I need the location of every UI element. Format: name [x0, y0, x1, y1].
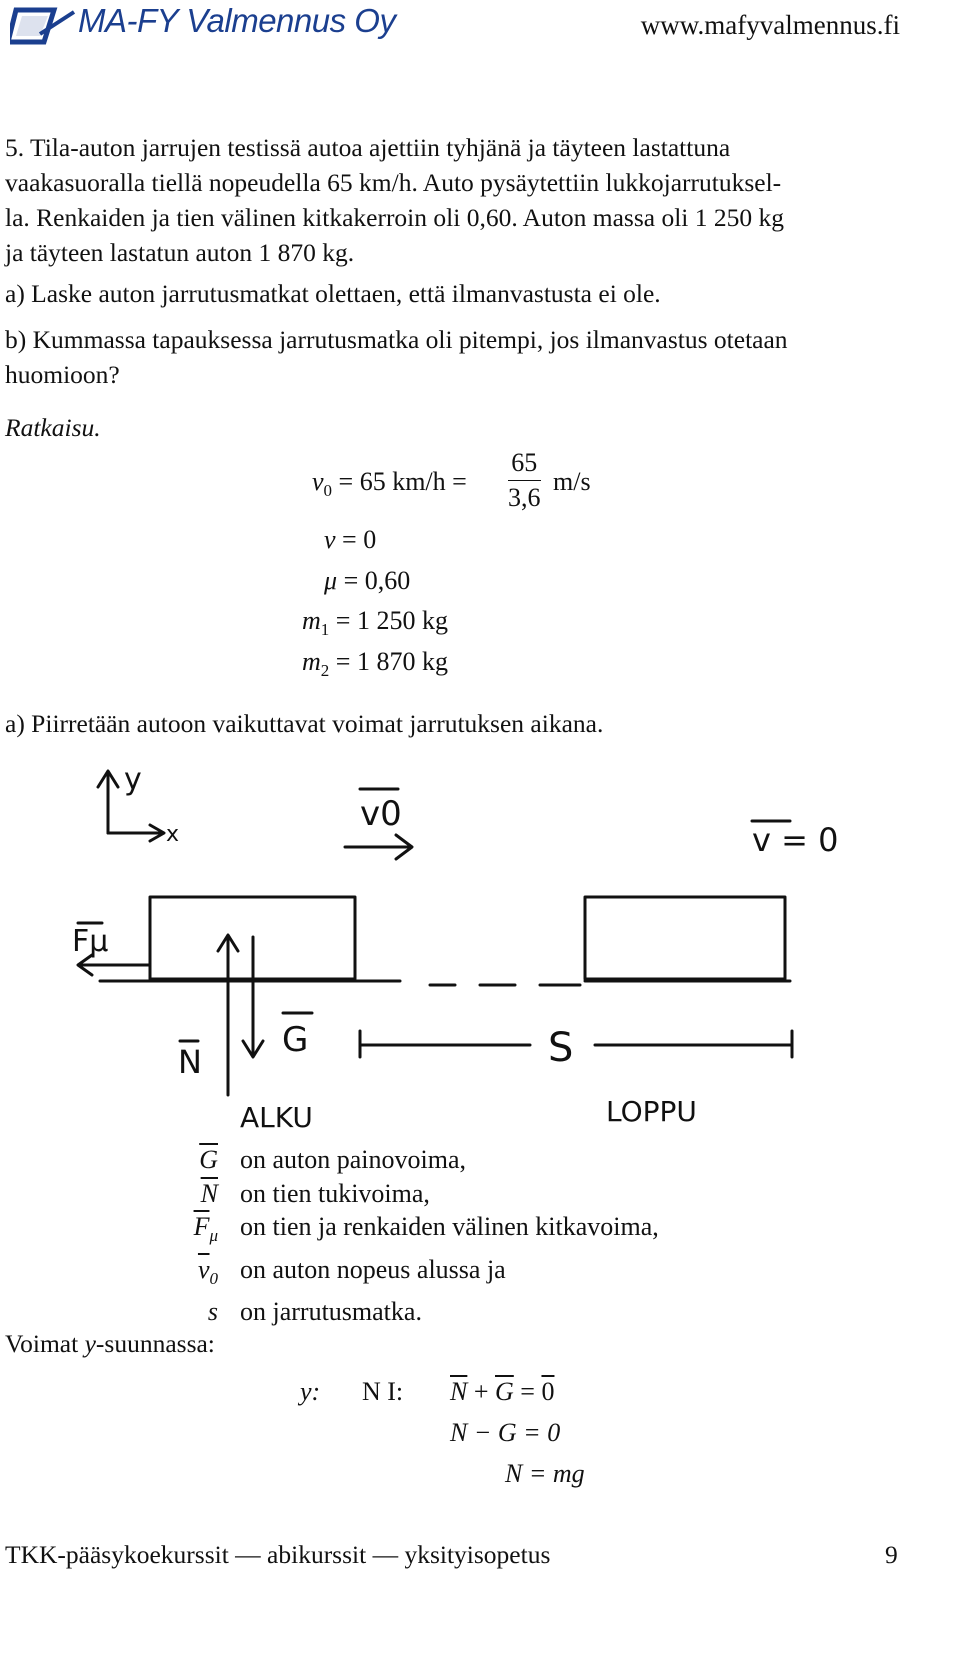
legend-row	[178, 1177, 659, 1211]
fraction-numerator: 65	[508, 446, 541, 481]
page-number: 9	[885, 1540, 898, 1569]
problem-line-1: 5. Tila-auton jarrujen testissä autoa ajettiin tyhjänä ja täyteen lastattuna	[5, 133, 731, 162]
given-v0	[312, 467, 467, 501]
given-m2-sub: 2	[320, 661, 330, 681]
eq-line-1	[450, 1377, 554, 1407]
given-mu-lhs: μ	[324, 566, 338, 595]
problem-line-4: ja täyteen lastatun auton 1 870 kg.	[5, 238, 355, 267]
footer-text: TKK-pääsykoekurssit — abikurssit — yksityisopetus	[5, 1540, 551, 1569]
v-end-label: v = 0	[752, 821, 839, 859]
problem-line-2: vaakasuoralla tiellä nopeudella 65 km/h. Auto pysäytettiin lukkojarrutuksel-	[5, 168, 782, 197]
problem-part-b-line-2: huomioon?	[5, 360, 120, 389]
legend-symbol: $\overline{v}$	[197, 1254, 210, 1284]
legend-text: on tien ja renkaiden välinen kitkavoima,	[240, 1212, 659, 1241]
given-v0-fraction	[508, 446, 541, 515]
normal-label: N	[178, 1043, 202, 1081]
car-end-box	[585, 897, 785, 979]
part-a-description: a) Piirretään autoon vaikuttavat voimat jarrutuksen aikana.	[5, 709, 604, 738]
given-m2-rhs: = 1 870 kg	[335, 647, 448, 676]
problem-part-b-line-1: b) Kummassa tapauksessa jarrutusmatka oli pitempi, jos ilmanvastus otetaan	[5, 325, 788, 354]
given-v0-unit: m/s	[553, 467, 591, 496]
forces-heading	[5, 1326, 215, 1361]
eq-g-vector: $\overline{G}$	[495, 1377, 514, 1406]
legend-text: on auton painovoima,	[240, 1145, 467, 1174]
legend-text: on auton nopeus alussa ja	[240, 1254, 506, 1284]
given-v0-sub: 0	[323, 481, 333, 501]
legend-row	[178, 1295, 659, 1329]
friction-label: Fμ	[72, 924, 109, 959]
given-v-rhs: = 0	[342, 525, 377, 554]
eq-line-3: N = mg	[505, 1459, 585, 1488]
distance-label: S	[548, 1025, 574, 1071]
end-label: LOPPU	[606, 1095, 697, 1128]
problem-statement	[5, 130, 905, 270]
legend-symbol-sub: 0	[209, 1268, 218, 1288]
given-m1-rhs: = 1 250 kg	[335, 606, 448, 635]
force-diagram	[0, 755, 960, 1145]
forces-heading-var: y	[84, 1329, 96, 1358]
legend-text: on tien tukivoima,	[240, 1178, 430, 1208]
given-v0-mid: = 65 km/h =	[338, 467, 467, 496]
eq-zero-vector: 0	[541, 1377, 555, 1406]
given-mu-rhs: = 0,60	[343, 566, 411, 595]
legend-symbol-sub: μ	[209, 1226, 218, 1246]
axis-x-label: x	[166, 822, 180, 847]
given-m1-lhs: m	[302, 606, 321, 635]
gravity-label: G	[282, 1020, 309, 1060]
given-m1-sub: 1	[320, 620, 330, 640]
given-m1	[302, 606, 448, 640]
given-m2-lhs: m	[302, 647, 321, 676]
given-v-lhs: v	[324, 525, 336, 554]
eq-line-2: N − G = 0	[450, 1418, 561, 1447]
forces-heading-post: -suunnassa:	[95, 1329, 215, 1358]
axis-y-label: y	[124, 762, 142, 797]
forces-heading-pre: Voimat	[5, 1329, 85, 1358]
legend-symbol: s	[207, 1297, 218, 1327]
brand-name: MA-FY Valmennus Oy	[78, 2, 396, 39]
problem-line-3: la. Renkaiden ja tien välinen kitkakerroin oli 0,60. Auton massa oli 1 250 kg	[5, 203, 785, 232]
problem-part-a: a) Laske auton jarrutusmatkat olettaen, että ilmanvastusta ei ole.	[5, 279, 661, 308]
eq-n-vector: $\overline{N}$	[450, 1377, 468, 1406]
symbol-legend	[178, 1143, 659, 1329]
given-v	[324, 525, 376, 555]
website-link[interactable]: www.mafyvalmennus.fi	[640, 10, 900, 40]
start-label: ALKU	[240, 1101, 313, 1134]
given-m2	[302, 647, 448, 681]
legend-symbol: $\overline{N}$	[200, 1178, 218, 1208]
given-mu	[324, 566, 410, 596]
eq-equals: =	[520, 1377, 535, 1406]
v0-label: v0	[360, 794, 402, 834]
eq-plus: +	[473, 1377, 489, 1406]
given-v0-lhs: v	[312, 467, 324, 496]
legend-text: on jarrutusmatka.	[240, 1297, 422, 1327]
legend-symbol: $\overline{F}$	[193, 1212, 210, 1241]
solution-heading: Ratkaisu.	[5, 413, 101, 442]
eq-axis: y:	[300, 1377, 321, 1406]
fraction-denominator: 3,6	[508, 483, 541, 512]
logo-icon	[10, 4, 80, 46]
eq-law: N I:	[362, 1377, 404, 1406]
legend-row	[178, 1253, 659, 1296]
legend-row	[178, 1143, 659, 1177]
distance-marker-icon	[360, 1031, 792, 1057]
legend-symbol: $\overline{G}$	[199, 1145, 218, 1174]
legend-row	[178, 1210, 659, 1253]
